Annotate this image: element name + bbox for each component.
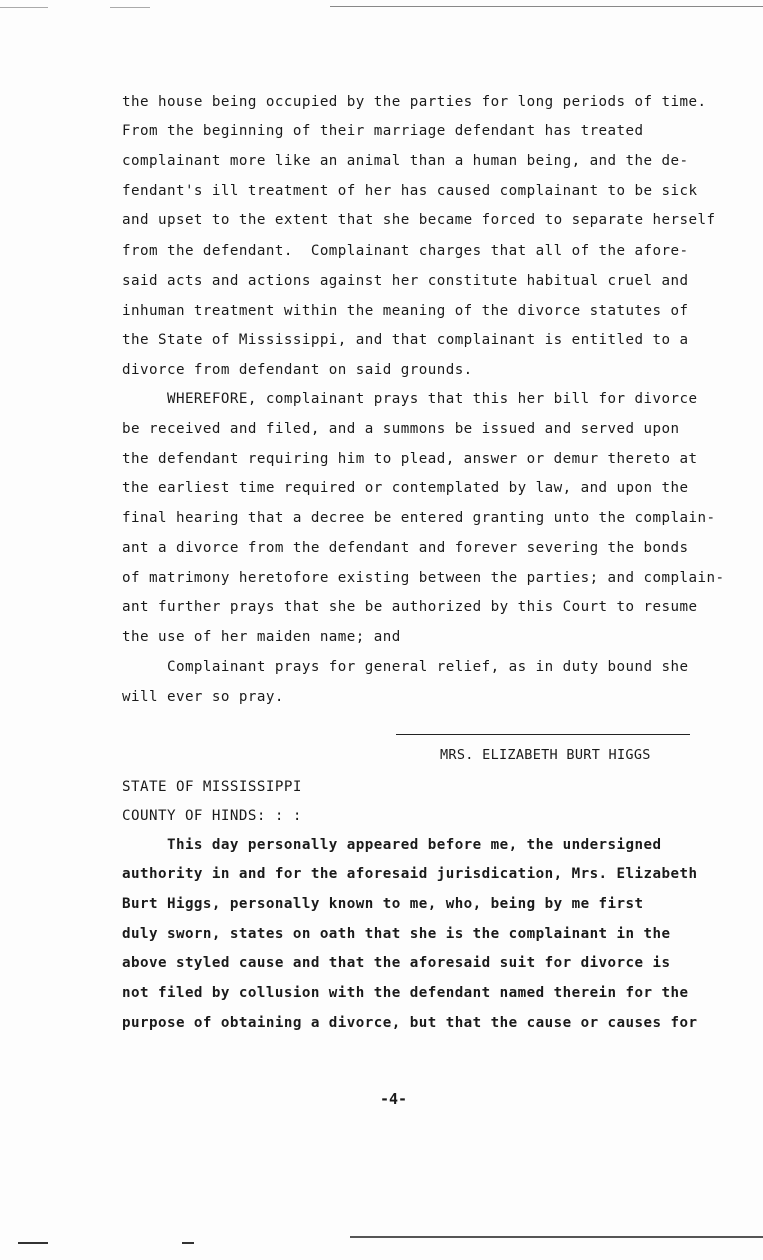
- body-line: said acts and actions against her constitute habitual cruel and: [122, 273, 689, 289]
- affidavit-line: Burt Higgs, personally known to me, who, being by me first: [122, 896, 644, 912]
- scan-edge-line: [350, 1236, 763, 1238]
- scan-edge-mark: [182, 1242, 194, 1244]
- affidavit-line: not filed by collusion with the defendant named therein for the: [122, 985, 689, 1001]
- scan-edge-mark: [18, 1242, 48, 1244]
- body-line: from the defendant. Complainant charges that all of the afore-: [122, 243, 689, 259]
- scan-edge-mark: [0, 7, 48, 8]
- signature-line: [396, 734, 690, 735]
- body-line: complainant more like an animal than a human being, and the de-: [122, 153, 689, 169]
- affidavit-line: purpose of obtaining a divorce, but that the cause or causes for: [122, 1015, 698, 1031]
- body-line: Complainant prays for general relief, as in duty bound she: [122, 659, 689, 675]
- body-line: be received and filed, and a summons be issued and served upon: [122, 421, 680, 437]
- state-heading: STATE OF MISSISSIPPI: [122, 779, 302, 795]
- body-line: From the beginning of their marriage defendant has treated: [122, 123, 644, 139]
- affidavit-line: above styled cause and that the aforesaid suit for divorce is: [122, 955, 671, 971]
- body-line: of matrimony heretofore existing between the parties; and complain-: [122, 570, 725, 586]
- body-line: will ever so pray.: [122, 689, 284, 705]
- body-line: WHEREFORE, complainant prays that this her bill for divorce: [122, 391, 698, 407]
- scan-edge-line: [330, 6, 763, 7]
- county-heading: COUNTY OF HINDS: : :: [122, 808, 302, 824]
- body-line: the use of her maiden name; and: [122, 629, 401, 645]
- scan-edge-mark: [110, 7, 150, 8]
- affidavit-line: duly sworn, states on oath that she is the complainant in the: [122, 926, 671, 942]
- body-line: and upset to the extent that she became forced to separate herself: [122, 212, 716, 228]
- body-line: the house being occupied by the parties for long periods of time.: [122, 94, 707, 110]
- signature-name: MRS. ELIZABETH BURT HIGGS: [440, 747, 651, 763]
- affidavit-line: authority in and for the aforesaid jurisdication, Mrs. Elizabeth: [122, 866, 698, 882]
- body-line: fendant's ill treatment of her has caused complainant to be sick: [122, 183, 698, 199]
- affidavit-line: This day personally appeared before me, the undersigned: [122, 837, 662, 853]
- body-line: the defendant requiring him to plead, answer or demur thereto at: [122, 451, 698, 467]
- body-line: ant further prays that she be authorized by this Court to resume: [122, 599, 698, 615]
- body-line: the earliest time required or contemplated by law, and upon the: [122, 480, 689, 496]
- body-line: ant a divorce from the defendant and forever severing the bonds: [122, 540, 689, 556]
- body-line: inhuman treatment within the meaning of the divorce statutes of: [122, 303, 689, 319]
- body-line: divorce from defendant on said grounds.: [122, 362, 473, 378]
- body-line: the State of Mississippi, and that complainant is entitled to a: [122, 332, 689, 348]
- body-line: final hearing that a decree be entered granting unto the complain-: [122, 510, 716, 526]
- page-number: -4-: [380, 1090, 408, 1108]
